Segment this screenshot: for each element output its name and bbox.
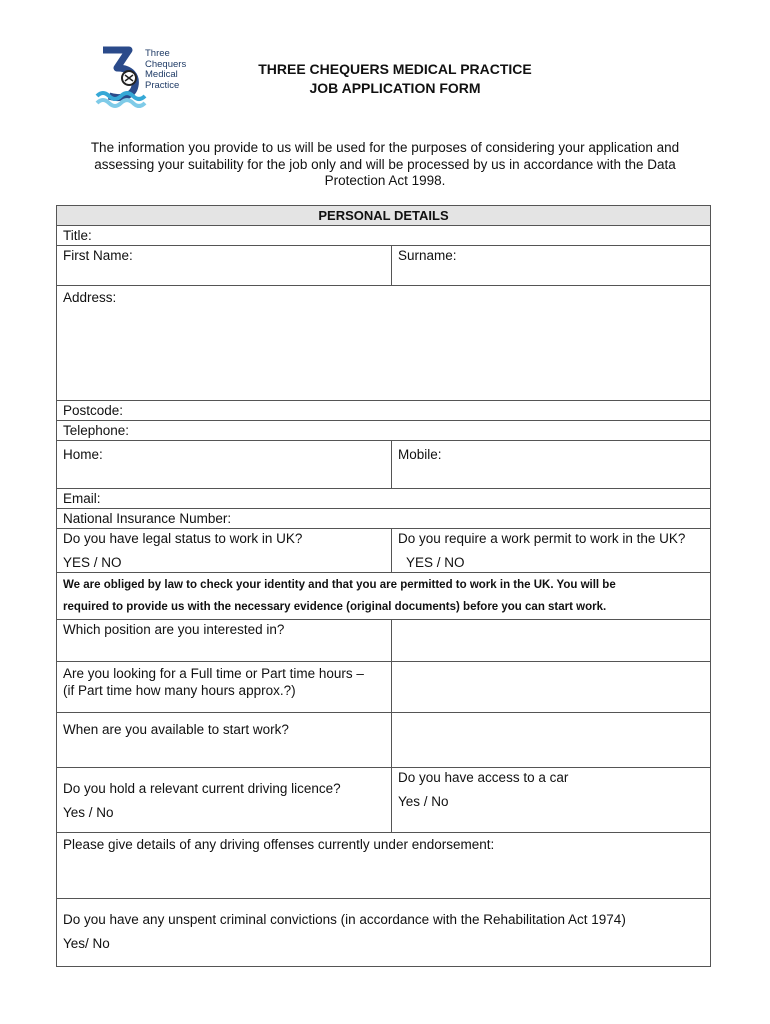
practice-logo bbox=[95, 44, 195, 108]
legal-status-field[interactable] bbox=[57, 529, 392, 573]
telephone-label: Telephone: bbox=[63, 423, 130, 438]
licence-options: Yes / No bbox=[63, 805, 114, 820]
postcode-label: Postcode: bbox=[63, 403, 124, 418]
position-answer-field[interactable] bbox=[392, 620, 711, 662]
hours-label: (if Part time how many hours approx.?) bbox=[63, 683, 296, 698]
title-label: Title: bbox=[63, 228, 92, 243]
ni-label: National Insurance Number: bbox=[63, 511, 232, 526]
legal-status-question: Do you have legal status to work in UK? bbox=[63, 531, 303, 546]
first-name-label: First Name: bbox=[63, 248, 133, 263]
telephone-row bbox=[57, 421, 711, 441]
page-title bbox=[210, 60, 580, 98]
driving-licence-field[interactable] bbox=[57, 768, 392, 833]
work-permit-question: Do you require a work permit to work in the UK? bbox=[398, 531, 686, 546]
logo-text bbox=[145, 49, 186, 91]
ni-number-field[interactable] bbox=[57, 509, 711, 529]
postcode-field[interactable] bbox=[57, 401, 711, 421]
licence-question: Do you hold a relevant current driving licence? bbox=[63, 781, 341, 796]
logo-line: Chequers bbox=[145, 58, 187, 70]
email-field[interactable] bbox=[57, 489, 711, 509]
work-permit-options: YES / NO bbox=[406, 555, 465, 570]
title-field[interactable] bbox=[57, 226, 711, 246]
email-label: Email: bbox=[63, 491, 101, 506]
address-label: Address: bbox=[63, 290, 117, 305]
car-access-field[interactable] bbox=[392, 768, 711, 833]
three-waves-logo-icon bbox=[95, 44, 147, 108]
position-label: Which position are you interested in? bbox=[63, 622, 285, 637]
form-name: JOB APPLICATION FORM bbox=[309, 80, 481, 96]
work-permit-field[interactable] bbox=[392, 529, 711, 573]
logo-line: Three bbox=[145, 48, 170, 59]
convictions-question: Do you have any unspent criminal convictions (in accordance with the Rehabilitation Act 1974) bbox=[63, 912, 626, 927]
convictions-options: Yes/ No bbox=[63, 936, 110, 951]
legal-status-options: YES / NO bbox=[63, 555, 122, 570]
start-question bbox=[57, 713, 392, 768]
home-label: Home: bbox=[63, 447, 103, 462]
personal-details-table bbox=[56, 205, 711, 967]
mobile-phone-field[interactable] bbox=[392, 441, 711, 489]
car-question: Do you have access to a car bbox=[398, 770, 569, 785]
offenses-label: Please give details of any driving offenses currently under endorsement: bbox=[63, 837, 495, 852]
position-question bbox=[57, 620, 392, 662]
mobile-label: Mobile: bbox=[398, 447, 442, 462]
start-answer-field[interactable] bbox=[392, 713, 711, 768]
logo-line: Practice bbox=[145, 79, 180, 91]
surname-label: Surname: bbox=[398, 248, 457, 263]
intro-paragraph: The information you provide to us will be used for the purposes of considering your application and assessing your suitability for the job only and will be processed by us in accordance with the Data Protection Act 1998. bbox=[90, 140, 680, 188]
first-name-field[interactable] bbox=[57, 246, 392, 286]
logo-line: Medical bbox=[145, 69, 178, 80]
hours-label: Are you looking for a Full time or Part time hours – bbox=[63, 666, 364, 681]
legal-notice bbox=[57, 573, 711, 620]
hours-answer-field[interactable] bbox=[392, 662, 711, 713]
car-options: Yes / No bbox=[398, 794, 449, 809]
section-title: PERSONAL DETAILS bbox=[57, 206, 711, 226]
hours-question bbox=[57, 662, 392, 713]
surname-field[interactable] bbox=[392, 246, 711, 286]
address-field[interactable] bbox=[57, 286, 711, 401]
driving-offenses-field[interactable] bbox=[57, 833, 711, 899]
notice-line: required to provide us with the necessary evidence (original documents) before you can start work. bbox=[63, 601, 607, 613]
start-label: When are you available to start work? bbox=[63, 722, 289, 737]
practice-name: THREE CHEQUERS MEDICAL PRACTICE bbox=[258, 61, 532, 77]
notice-line: We are obliged by law to check your identity and that you are permitted to work in the UK. You will be bbox=[63, 579, 616, 591]
home-phone-field[interactable] bbox=[57, 441, 392, 489]
criminal-convictions-field[interactable] bbox=[57, 899, 711, 967]
